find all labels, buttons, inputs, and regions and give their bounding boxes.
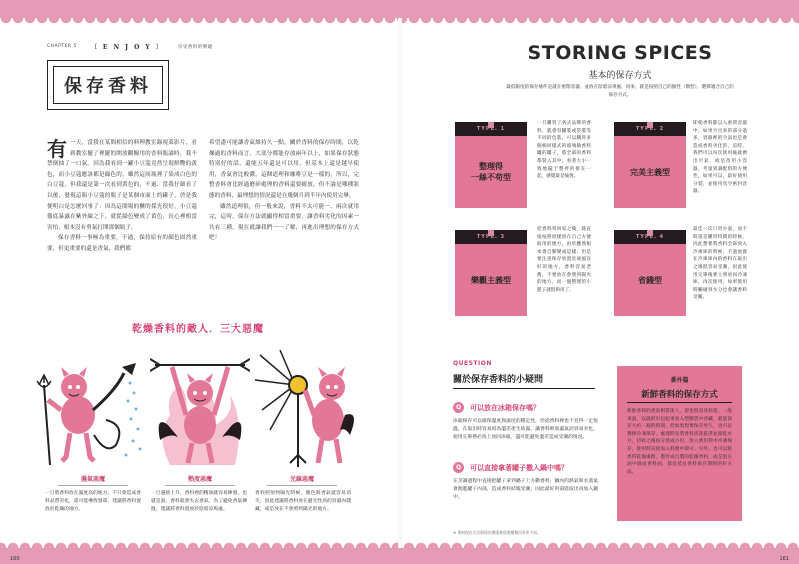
type-4-card: 省錢型: [614, 244, 686, 316]
top-lace-border: [0, 0, 799, 18]
question-1-badge: Q: [453, 402, 464, 413]
type-1-badge: TYPE. 1: [455, 122, 527, 136]
enjoy-label: 〔 E N J O Y 〕: [90, 44, 164, 51]
question-2-badge: Q: [453, 462, 464, 473]
body-paragraph-2: 保存香料一事極為重要，不過，保持原有的顏色固然重要，但更重要的還是香氣，我們都: [47, 235, 197, 252]
question-2: [453, 462, 568, 473]
sidebar-label: 番外篇: [670, 377, 689, 384]
sidebar-divider: [627, 402, 732, 403]
running-header: [47, 42, 213, 51]
type-3-card: 樂觀主義型: [455, 244, 527, 316]
fresh-herbs-sidebar: [617, 366, 742, 521]
body-paragraph-4: 雖然道理很，但一般來說，香料不太可能一、兩次就用完，這時，保存方法就顯得相當重要，讓香料劣化的因素一共有三種，現在就讓我們一一了解，再進出理想的保存方式吧！: [209, 203, 359, 242]
humidity-devil-text: 一旦將香料放在濕度高的地方，不只會造成香料品質劣化，還可能導致發霉，建議將香料置放於乾燥的地方。: [45, 491, 141, 512]
type-2-badge: TYPE. 2: [614, 122, 686, 136]
sidebar-text: 新鮮香料的香氣相當迷人，卻也很容易枯萎，一般來說，以濕紙巾包起來放入塑膠袋中冷藏，就能保存大約一週的時間，但如果想要保存更久，也可以選擇冷凍保存。處理時先將香料清洗乾淨並擦乾水分，切碎之後再分裝成小份，放入密封袋中冷凍保存，使用時直接加入料理中即可。另外，也可以將香料乾燥處理，製作成自製的乾燥香料，或是泡在油中做成香料油，都是延長香料保存期限的好方法。: [627, 409, 732, 475]
question-2-answer: 在烹調過程中直接把罐子拿到鍋子上方撒香料，鍋內的熱氣和水蒸氣會跑進罐子內部，造成香料結塊受潮，因此最好用湯匙取出再加入鍋中。: [453, 479, 598, 500]
page-number-right: 161: [779, 556, 789, 562]
type-3-badge: TYPE. 3: [455, 230, 527, 244]
light-devil-illustration: [250, 345, 360, 470]
three-devils-heading: 乾燥香料的敵人．三大惡魔: [132, 324, 264, 335]
heat-devil-text: 一旦遇熱上升，香料裡的精油就容易揮發，也就是說，香料就會失去香氣。為了避免香氣揮散，建議將香料置放於陰暗涼爽處。: [151, 491, 247, 512]
storage-intro: 最低限度的保存條件是就在密閉容器，並放在陰暗涼爽處。再來，就是按照自己的個性（類型），選擇適合自己的保存方式。: [506, 85, 734, 98]
page-title: 保存香料: [53, 66, 163, 104]
type-2-description: 即使香料都以入密閉容器中，如果空出來的部分過多，容器裡的空氣也是會造成香料劣化的，這時，我們可以每次使用後就擠出空氣，或是改用小容器，考量到調配時的方便性，如果可以，最好使用分裝，並使用真空密封容器。: [693, 121, 747, 195]
type-3-description: 把香料買回家之後，就直接按照原樣放在自己方便取用的地方，由於雖然根本會自動變成這樣，但是要注意保存放置於通風良好的地方，香料容易老舊，不要放在會照到陽光的地方，而一個整理的小籃子就很夠用了。: [537, 227, 591, 293]
body-paragraph-1: 一天，當我在某間相信的料理教室錄視菜影片，看到教室擺了裡擺的開放觀櫥用的香料瓶論時，我不禁倒抽了一口氣。因為我看到一罐小豆蔻竟然呈現鮮艷的黃色，而小豆蔻應該都是綠色的。雖然這间瓶裡了染成白色的白豆蔻，但我還是第一次看到黃色的，不過，當我仔細看了以後，發現這瓶小豆蔻的瓶子是某個市面上的罐子，於是我便明白是怎麼回事了：因為這間場的櫃的採光很好，小豆蔻徹底暴露在紫外線之下，就從綠色變成了黃色，長心裡相當害怕，根本沒有勇氣打開那個瓶子。: [47, 140, 197, 231]
question-divider: [453, 388, 595, 389]
heat-devil-title: 熱度惡魔: [187, 476, 212, 483]
body-column-2: [209, 138, 359, 244]
sidebar-title: 新鮮香料的保存方式: [641, 390, 718, 400]
page-gutter: [398, 18, 402, 548]
bottom-lace-border: [0, 548, 799, 564]
storing-spices-title: STORING SPICES: [527, 42, 713, 64]
running-head-title: 享受香料的樂趣: [177, 44, 213, 50]
question-label: QUESTION: [453, 360, 492, 367]
chapter-label: CHAPTER 5: [47, 44, 77, 49]
question-2-text: 可以直接拿著罐子撒入鍋中嗎？: [470, 463, 568, 472]
question-1-answer: 冰箱保存可以確保溫度與濕度的穩定性，但從香料裡也不見得一定恆溫，在取出時容易因為溫差產生結露，讓香料吸收濕氣而容易劣化，使用完畢務必馬上放回冰箱，盡可能避免溫差造成受潮的情況。: [453, 419, 598, 440]
caption-divider-1: [58, 485, 128, 486]
body-paragraph-3: 希望盡可能讓香氣維持久一點，關於香料的保存時間，以乾燥過的香料而言，大部分都能存放兩年以上，如果保存狀態特別好的話，還能五年還是可以用，但基本上還是越早使用，香氣會比較濃，這個道理和咖啡豆是一樣的，所以，完整香料會比經過磨碎處理的香料還要耐放，但不論是哪種狀態的香料，最理想的情況還是在幾個月到半年內使用完畢。: [209, 140, 359, 199]
body-column-1: [47, 138, 197, 255]
page-title-box: [47, 60, 169, 110]
type-1-description: 一旦購買了各式品牌的香料，就會有罐裝或袋裝等不同的包裝，可以購買多個相同樣式的玻璃做香料罐的罐子，將全部的香料都裝入其中，看著大小一致地擺于整齊的排在一起，感覺最是愉悅。: [537, 121, 591, 180]
type-4-badge: TYPE. 4: [614, 230, 686, 244]
heat-devil-illustration: [150, 345, 250, 470]
type-1-card: 整理得 一絲不苟型: [455, 136, 527, 208]
question-section-title: 關於保存香料的小疑問: [453, 375, 544, 385]
light-devil-title: 光線惡魔: [289, 476, 314, 483]
basic-storage-subtitle: 基本的保存方式: [588, 71, 652, 81]
type-2-card: 完美主義型: [614, 136, 686, 208]
light-devil-text: 香料照射到陽光時候，顏色與香氣就容易消失，因此建議將香料放在避光性高的容器內儲藏，或是放在不會照到陽光的地方。: [255, 491, 351, 512]
type-4-description: 最佳一次只買少量，而不時還是購買特價的時候，因此想要將香料全部放入冷凍庫的時候，不過放置在冷凍庫內的香料在取出之後很容易受潮，因此使用完畢後要立刻放回冷凍庫，再次使用，如果使用時觸碰到水分也會讓香料受潮。: [693, 227, 747, 301]
footnote: ※ 香料保存方法與保存期限會依照種類而有所不同。: [453, 530, 541, 535]
drop-cap: 有: [47, 137, 67, 161]
caption-divider-3: [267, 485, 337, 486]
page-number-left: 160: [10, 556, 20, 562]
question-1: [453, 402, 540, 413]
question-1-text: 可以放在冰箱保存嗎？: [470, 403, 540, 412]
humidity-devil-illustration: [36, 345, 146, 470]
humidity-devil-title: 濕氣惡魔: [80, 476, 105, 483]
caption-divider-2: [165, 485, 235, 486]
